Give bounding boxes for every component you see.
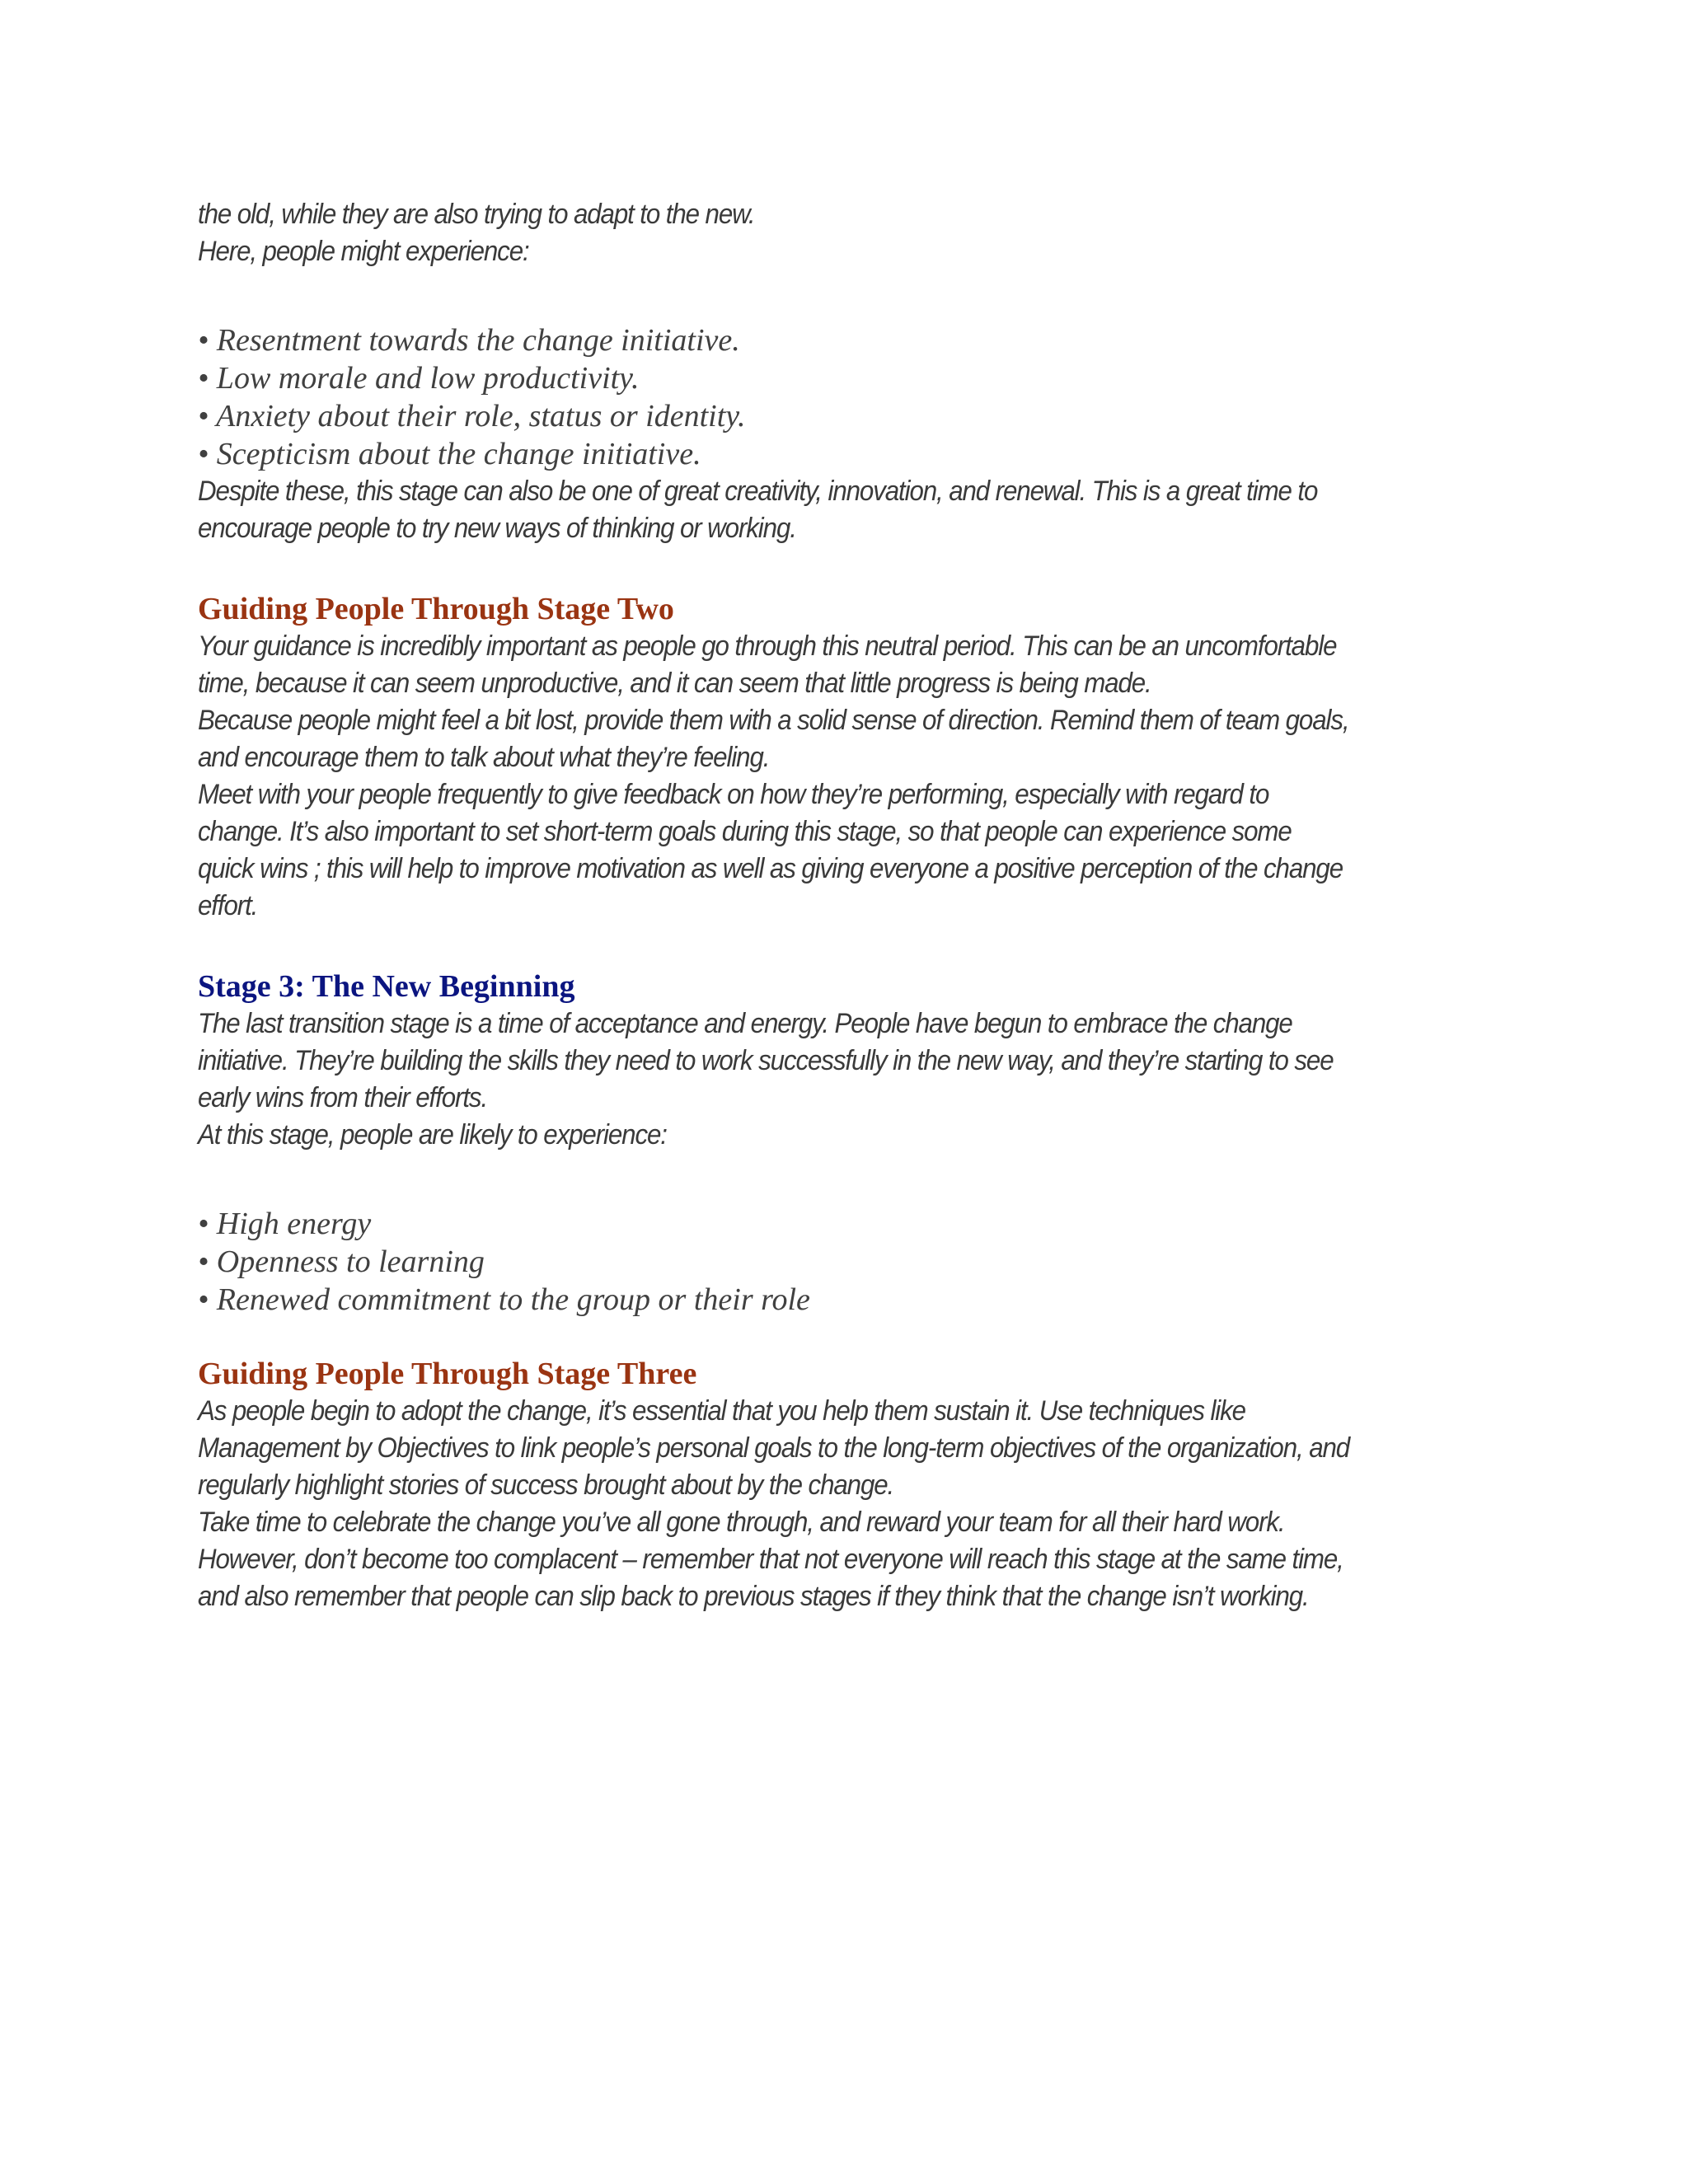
paragraph-line: and encourage them to talk about what they’re feeling. xyxy=(198,742,770,773)
bullet-item: • Anxiety about their role, status or identity. xyxy=(198,399,746,434)
paragraph-line: and also remember that people can slip back to previous stages if they think that the change isn’t working. xyxy=(198,1581,1309,1612)
paragraph-line: initiative. They’re building the skills they need to work successfully in the new way, and they’re starting to see xyxy=(198,1045,1334,1076)
paragraph-line: However, don’t become too complacent – remember that not everyone will reach this stage at the same time, xyxy=(198,1544,1343,1575)
paragraph-line: regularly highlight stories of success brought about by the change. xyxy=(198,1469,894,1501)
paragraph-line: change. It’s also important to set short-term goals during this stage, so that people can experience some xyxy=(198,816,1292,847)
paragraph-line: Here, people might experience: xyxy=(198,236,529,267)
paragraph-line: time, because it can seem unproductive, and it can seem that little progress is being made. xyxy=(198,668,1151,699)
paragraph-line: effort. xyxy=(198,890,258,921)
stage2-despite-paragraph xyxy=(198,473,1500,547)
paragraph-line: early wins from their efforts. xyxy=(198,1082,488,1113)
paragraph-line: Because people might feel a bit lost, provide them with a solid sense of direction. Remind them of team goals, xyxy=(198,705,1349,736)
bullet-item: • High energy xyxy=(198,1207,372,1241)
paragraph-line: At this stage, people are likely to experience: xyxy=(198,1119,667,1151)
page-content xyxy=(198,196,1500,1615)
paragraph-line: encourage people to try new ways of thinking or working. xyxy=(198,513,796,544)
paragraph-line: As people begin to adopt the change, it’s essential that you help them sustain it. Use techniques like xyxy=(198,1395,1245,1427)
section-heading: Guiding People Through Stage Two xyxy=(198,592,674,626)
paragraph-line: Management by Objectives to link people’s personal goals to the long-term objectives of the organization, and xyxy=(198,1432,1350,1464)
paragraph-line: Despite these, this stage can also be one of great creativity, innovation, and renewal. This is a great time to xyxy=(198,476,1318,507)
bullet-item: • Scepticism about the change initiative. xyxy=(198,437,701,471)
paragraph-line: quick wins ; this will help to improve motivation as well as giving everyone a positive perception of the change xyxy=(198,853,1343,884)
paragraph-line: the old, while they are also trying to adapt to the new. xyxy=(198,199,755,230)
stage3-bullet-list xyxy=(198,1205,1500,1319)
section-stage-three xyxy=(198,968,1500,1154)
paragraph-line: Take time to celebrate the change you’ve all gone through, and reward your team for all their hard work. xyxy=(198,1507,1285,1538)
bullet-item: • Low morale and low productivity. xyxy=(198,361,640,396)
paragraph-line: Meet with your people frequently to give feedback on how they’re performing, especially with regard to xyxy=(198,779,1269,810)
section-heading: Guiding People Through Stage Three xyxy=(198,1357,697,1391)
stage2-bullet-list xyxy=(198,321,1500,473)
bullet-item: • Resentment towards the change initiative. xyxy=(198,323,740,358)
bullet-item: • Openness to learning xyxy=(198,1244,485,1279)
intro-paragraph xyxy=(198,196,1500,270)
paragraph-line: The last transition stage is a time of acceptance and energy. People have begun to embrace the change xyxy=(198,1008,1292,1039)
bullet-item: • Renewed commitment to the group or their role xyxy=(198,1282,810,1317)
section-guiding-stage-two xyxy=(198,590,1500,925)
section-guiding-stage-three xyxy=(198,1355,1500,1615)
paragraph-line: Your guidance is incredibly important as people go through this neutral period. This can be an uncomfortable xyxy=(198,630,1337,662)
section-heading: Stage 3: The New Beginning xyxy=(198,969,575,1004)
